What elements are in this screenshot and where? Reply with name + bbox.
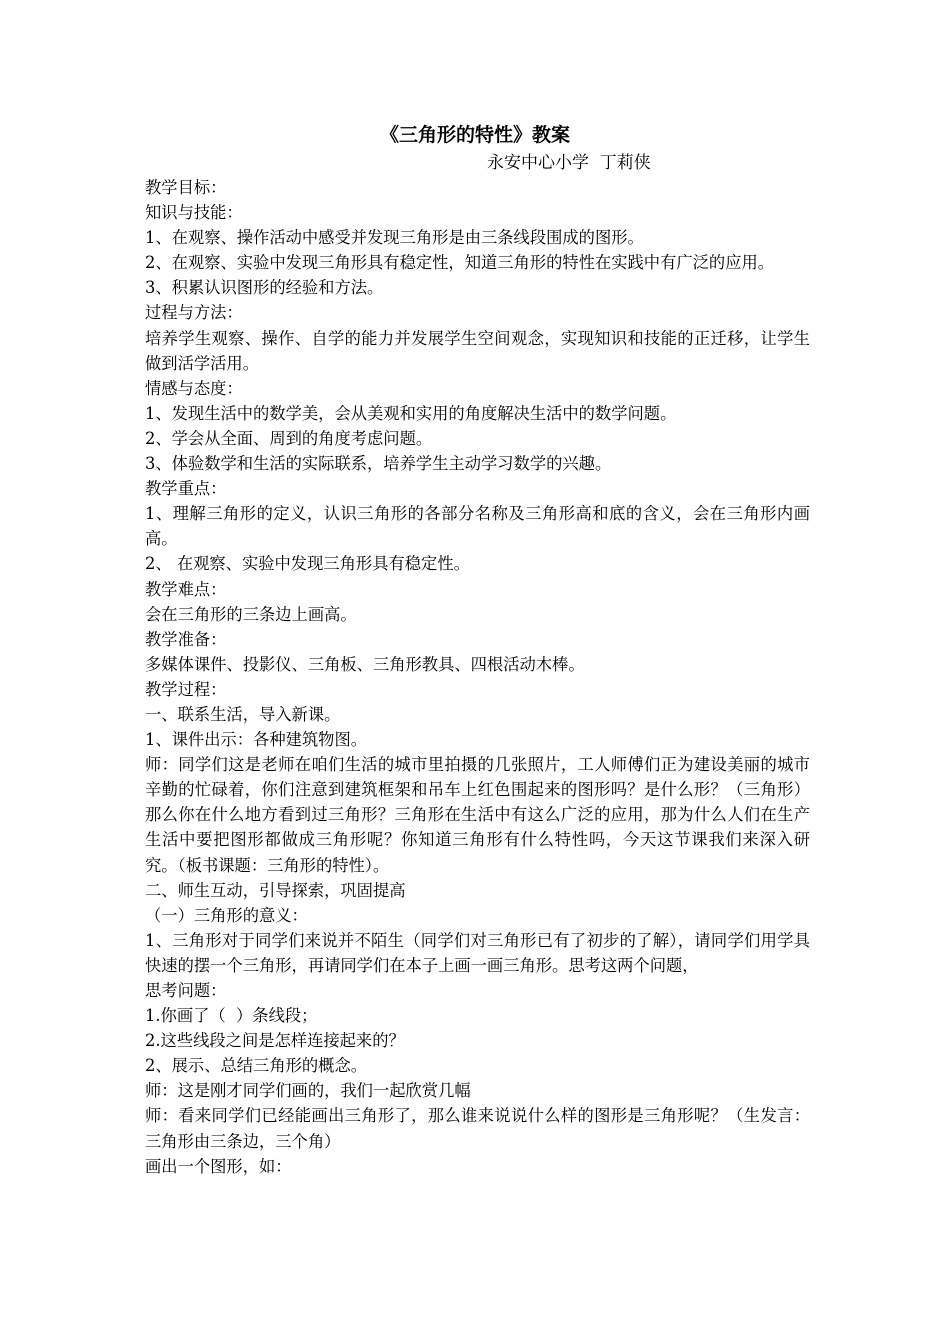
body-paragraph: 过程与方法： [145, 303, 243, 323]
body-paragraph: 画出一个图形，如： [145, 1156, 292, 1176]
body-paragraph: 2、学会从全面、周到的角度考虑问题。 [145, 428, 433, 448]
body-paragraph: 会在三角形的三条边上画高。 [145, 604, 357, 624]
body-paragraph: 情感与态度： [145, 378, 243, 398]
body-paragraph: 2、在观察、实验中发现三角形具有稳定性，知道三角形的特性在实践中有广泛的应用。 [145, 253, 775, 273]
document-author: 永安中心小学 丁莉侠 [487, 153, 651, 173]
body-paragraph: 2、 在观察、实验中发现三角形具有稳定性。 [145, 554, 470, 574]
body-paragraph: 1、在观察、操作活动中感受并发现三角形是由三条线段围成的图形。 [145, 228, 644, 248]
body-paragraph: 2、展示、总结三角形的概念。 [145, 1056, 368, 1076]
body-paragraph: 教学难点： [145, 579, 227, 599]
body-paragraph: 师：同学们这是老师在咱们生活的城市里拍摄的几张照片，工人师傅们正为建设美丽的城市辛勤的忙碌着，你们注意到建筑框架和吊车上红色围起来的图形吗？是什么形？（三角形）那么你在什么地方看到过三角形？三角形在生活中有这么广泛的应用，那为什么人们在生产生活中要把图形都做成三角形呢？你知道三角形有什么特性吗，今天这节课我们来深入研究。（板书课题：三角形的特性）。 [145, 755, 810, 875]
body-paragraph: 师：这是刚才同学们画的，我们一起欣赏几幅 [145, 1081, 471, 1101]
body-paragraph: 1、发现生活中的数学美，会从美观和实用的角度解决生活中的数学问题。 [145, 403, 677, 423]
body-paragraph: 3、体验数学和生活的实际联系，培养学生主动学习数学的兴趣。 [145, 454, 612, 474]
body-paragraph: 教学目标： [145, 178, 227, 197]
body-paragraph: 思考问题： [145, 981, 227, 1000]
body-paragraph: 教学过程： [145, 679, 227, 699]
body-paragraph: 多媒体课件、投影仪、三角板、三角形教具、四根活动木棒。 [145, 654, 585, 674]
body-paragraph: 师：看来同学们已经能画出三角形了，那么谁来说说什么样的图形是三角形呢？（生发言：三角形由三条边，三个角） [145, 1106, 810, 1151]
body-paragraph: 1、三角形对于同学们来说并不陌生（同学们对三角形已有了初步的了解），请同学们用学具快速的摆一个三角形，再请同学们在本子上画一画三角形。思考这两个问题， [145, 930, 810, 975]
body-paragraph: 二、师生互动，引导探索，巩固提高 [145, 880, 406, 900]
body-paragraph: 教学重点： [145, 479, 227, 499]
body-paragraph: 1、理解三角形的定义，认识三角形的各部分名称及三角形高和底的含义，会在三角形内画高。 [145, 504, 810, 549]
body-paragraph: （一）三角形的意义： [145, 905, 308, 925]
body-paragraph: 教学准备： [145, 629, 227, 649]
body-paragraph: 培养学生观察、操作、自学的能力并发展学生空间观念，实现知识和技能的正迁移，让学生做到活学活用。 [145, 328, 810, 373]
document-body [145, 175, 810, 1179]
body-paragraph: 2.这些线段之间是怎样连接起来的？ [145, 1031, 405, 1051]
body-paragraph: 一、联系生活，导入新课。 [145, 704, 341, 724]
body-paragraph: 1、课件出示：各种建筑物图。 [145, 730, 368, 750]
document-title: 《三角形的特性》教案 [379, 124, 570, 146]
body-paragraph: 1.你画了（ ）条线段； [145, 1006, 318, 1026]
body-paragraph: 知识与技能： [145, 203, 243, 223]
body-paragraph: 3、积累认识图形的经验和方法。 [145, 278, 384, 298]
